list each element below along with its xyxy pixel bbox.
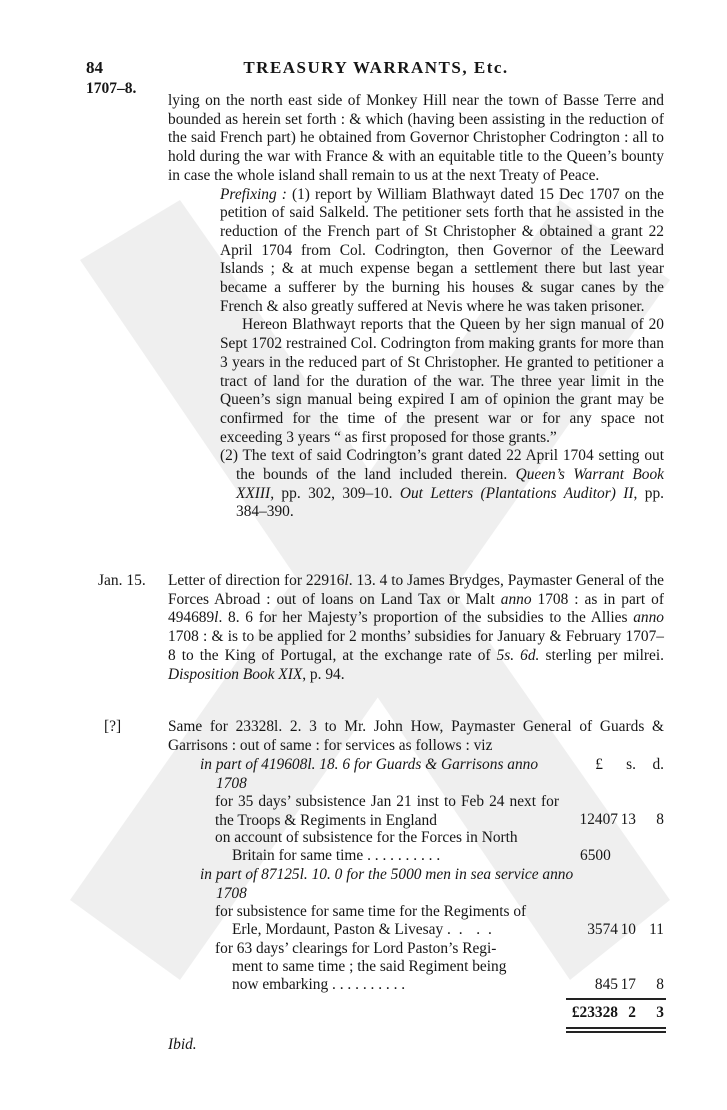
entry-brydges xyxy=(168,572,664,684)
account-item: for 63 days’ clearings for Lord Paston’s Regi- xyxy=(215,940,497,957)
item-text: Britain for same time xyxy=(232,847,364,864)
account-item: for subsistence for same time for the Regiments of xyxy=(215,903,527,920)
text: 1708 : as in part of 494689 xyxy=(168,590,665,627)
amount-pounds: 845 xyxy=(594,976,618,993)
page-header xyxy=(86,58,666,82)
account-item: for 35 days’ subsistence Jan 21 inst to Feb 24 next for the Troops & Regiments in England xyxy=(215,793,559,829)
entry-how-intro xyxy=(168,718,664,755)
account-heading: in part of 419608l. 18. 6 for Guards & Garrisons anno 1708 xyxy=(200,756,539,792)
leader-dots: . . . . xyxy=(447,921,494,938)
entry-paragraph: lying on the north east side of Monkey Hill near the town of Basse Terre and bounded as herein set forth : & which (having been assisting in the reduction of the said French part) he obtained from Governor Christopher Codrington : all to hold during the war with France & with an equitable title to the Queen’s bounty in case the whole island shall remain to us at the next Treaty of Peace. xyxy=(168,92,664,184)
account-item-line xyxy=(232,847,559,866)
anno-word: anno xyxy=(633,609,664,627)
amount-pence: 8 xyxy=(656,976,664,993)
entry-paragraph xyxy=(168,572,664,684)
amount-pounds: 12407 xyxy=(579,811,618,828)
account-item: on account of subsistence for the Forces in North xyxy=(215,829,518,846)
source-pages: , p. 94. xyxy=(302,665,345,683)
text: . 8. 6 for her Majesty’s proportion of the subsidies to the Allies xyxy=(218,609,634,627)
text: . 13. 4 to James Brydges, Paymaster General of the Forces Abroad : out of loans on Land Tax or Malt xyxy=(168,572,664,608)
pound-sign: l xyxy=(214,609,219,627)
pound-sign: l xyxy=(344,572,349,589)
item-text: now embarking xyxy=(232,976,329,993)
year-margin: 1707–8. xyxy=(86,80,137,97)
source-ref: Out Letters (Plantations Auditor) II xyxy=(399,484,634,502)
leader-dots: . . . . . . . . . . xyxy=(332,976,406,993)
source-ref: Queen’s Warrant Book XXIII xyxy=(236,466,664,502)
total-rule xyxy=(566,998,666,1000)
note-2-text: (2) The text of said Codrington’s grant dated 22 April 1704 setting out the bounds of the land included therein. xyxy=(220,447,664,484)
account-item: ment to same time ; the said Regiment being xyxy=(232,958,507,975)
total-pence: 3 xyxy=(656,1004,664,1021)
note-2-paragraph xyxy=(168,447,664,522)
total-double-rule xyxy=(566,1031,666,1033)
source-pages: , pp. 302, 309–10. xyxy=(270,484,400,502)
account-item-line xyxy=(232,976,559,995)
running-title: TREASURY WARRANTS, Etc. xyxy=(243,58,509,77)
exchange-rate: 5s. 6d. xyxy=(496,646,540,664)
total-shillings: 2 xyxy=(628,1004,636,1021)
entry-paragraph: Same for 23328l. 2. 3 to Mr. John How, Paymaster General of Guards & Garrisons : out of same : for services as follows : viz xyxy=(168,718,664,754)
leader-dots: . . . . . . . . . . xyxy=(367,847,441,864)
amount-pounds: 6500 xyxy=(580,847,611,864)
col-head-pounds: £ xyxy=(595,756,603,773)
total-pounds: £23328 xyxy=(571,1004,618,1021)
text: 1708 : & is to be applied for 2 months’ subsidies for January & February 1707–8 to the King of Portugal, at the exchange rate of xyxy=(168,628,664,664)
source-ref: Disposition Book XIX xyxy=(168,665,303,683)
item-text: Erle, Mordaunt, Paston & Livesay xyxy=(232,921,444,938)
account-heading: in part of 87125l. 10. 0 for the 5000 men in sea service anno 1708 xyxy=(200,866,574,902)
amount-pounds: 3574 xyxy=(587,921,618,938)
entry-salkeld xyxy=(168,92,664,522)
total-double-rule xyxy=(566,1027,666,1029)
entry-date: [?] xyxy=(104,718,122,735)
amount-shillings: 13 xyxy=(620,811,636,828)
account-item-line xyxy=(232,921,559,940)
amount-pence: 8 xyxy=(656,811,664,828)
col-head-pence: d. xyxy=(652,756,664,773)
entry-date: Jan. 15. xyxy=(98,572,146,589)
amount-shillings: 17 xyxy=(620,976,636,993)
text: Letter of direction for 22916 xyxy=(168,572,345,589)
prefixing-paragraph xyxy=(168,186,664,317)
amount-pence: 11 xyxy=(649,921,664,938)
amount-shillings: 10 xyxy=(620,921,636,938)
col-head-shillings: s. xyxy=(626,756,636,773)
prefixing-label: Prefixing : xyxy=(220,185,287,203)
source-pages: , pp. 384–390. xyxy=(236,484,665,521)
prefixing-text: (1) report by William Blathwayt dated 15 Dec 1707 on the petition of said Salkeld. The petitioner sets forth that he assisted in the reduction of the French part of St Christopher & obtained a grant 22 April 1704 from Col. Codrington, then Governor of the Leeward Islands ; & at much expense began a settlement there but last year became a sufferer by the burning his houses & sugar canes by the French & also greatly suffered at Nevis where he was taken prisoner. xyxy=(220,185,664,315)
anno-word: anno xyxy=(500,590,532,608)
hereon-paragraph: Hereon Blathwayt reports that the Queen by her sign manual of 20 Sept 1702 restrained Col. Codrington from making grants for more than 3 years in the reduced part of St Christopher. He granted to petitioner a tract of land for the duration of the war. The three year limit in the Queen’s sign manual being expired I am of opinion the grant may be confirmed for the time of the present war or for any space not exceeding 3 years “ as first proposed for those grants.” xyxy=(220,316,664,446)
text: sterling per milrei. xyxy=(539,646,664,664)
source-ref-ibid: Ibid. xyxy=(168,1036,197,1053)
page-number: 84 xyxy=(86,58,103,77)
